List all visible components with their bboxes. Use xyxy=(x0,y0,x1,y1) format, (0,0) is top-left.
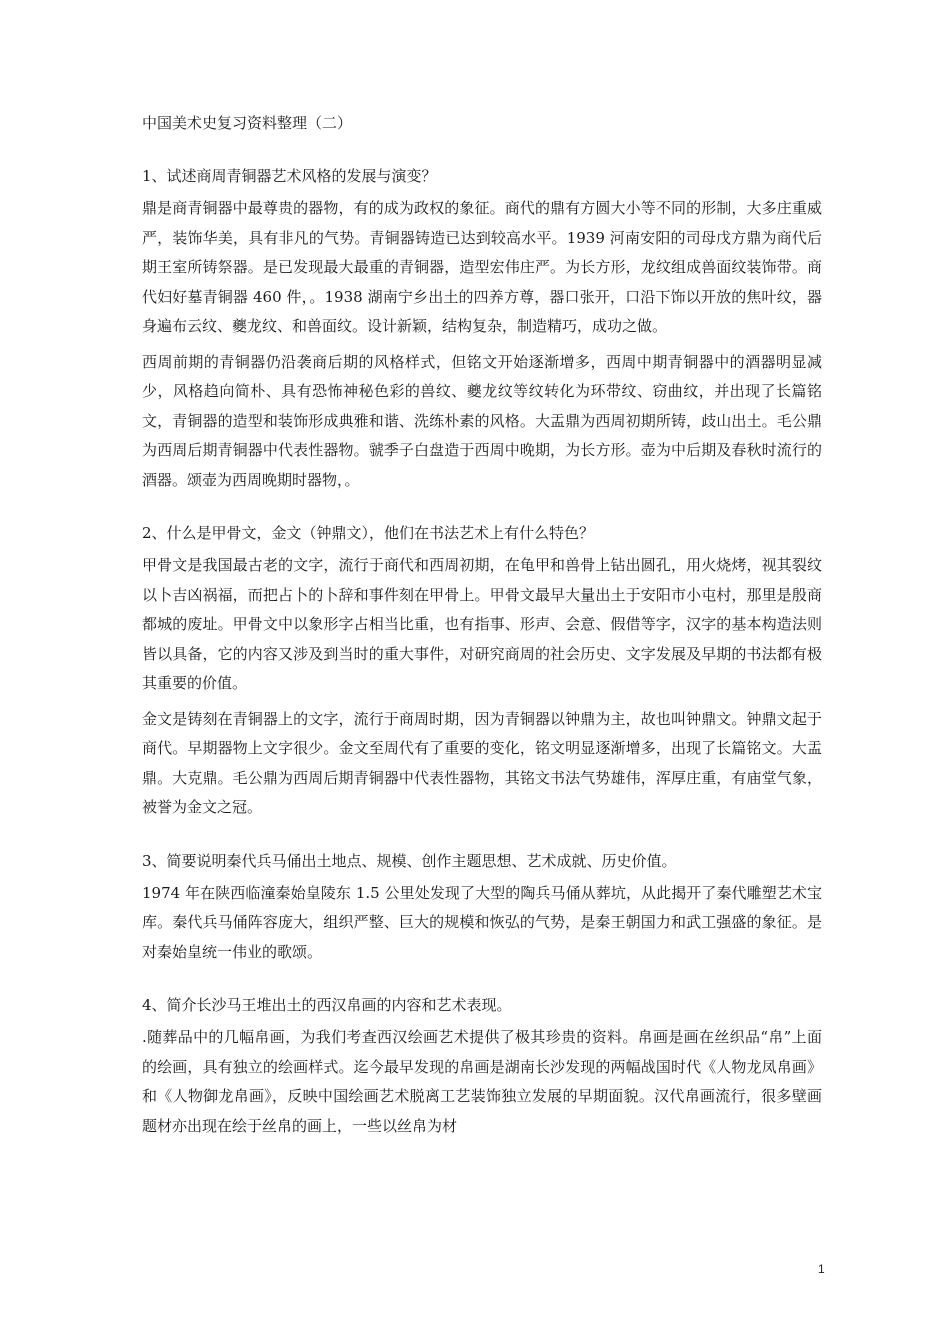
document-body xyxy=(142,108,822,1165)
document-title: 中国美术史复习资料整理（二） xyxy=(142,114,353,132)
answer-paragraph: 甲骨文是我国最古老的文字，流行于商代和西周初期，在龟甲和兽骨上钻出圆孔，用火烧烤，视其裂纹以卜吉凶祸福，而把占卜的卜辞和事件刻在甲骨上。甲骨文最早大量出土于安阳市小屯村，那里是殷商都城的废址。甲骨文中以象形字占相当比重，也有指事、形声、会意、假借等字，汉字的基本构造法则皆以具备，它的内容又涉及到当时的重大事件，对研究商周的社会历史、文字发展及早期的书法都有极其重要的价值。 xyxy=(142,556,822,692)
section-3 xyxy=(142,847,822,968)
question-heading: 2、什么是甲骨文，金文（钟鼎文），他们在书法艺术上有什么特色？ xyxy=(142,524,595,542)
answer-paragraph: .随葬品中的几幅帛画，为我们考查西汉绘画艺术提供了极其珍贵的资料。帛画是画在丝织品“帛”上面的绘画，具有独立的绘画样式。迄今最早发现的帛画是湖南长沙发现的两幅战国时代《人物龙凤帛画》和《人物御龙帛画》，反映中国绘画艺术脱离工艺装饰独立发展的早期面貌。汉代帛画流行，很多壁画题材亦出现在绘于丝帛的画上，一些以丝帛为材 xyxy=(142,1028,822,1135)
answer-paragraph: 金文是铸刻在青铜器上的文字，流行于商周时期，因为青铜器以钟鼎为主，故也叫钟鼎文。钟鼎文起于商代。早期器物上文字很少。金文至周代有了重要的变化，铭文明显逐渐增多，出现了长篇铭文。大盂鼎。大克鼎。毛公鼎为西周后期青铜器中代表性器物，其铭文书法气势雄伟，浑厚庄重，有庙堂气象，被誉为金文之冠。 xyxy=(142,709,822,816)
question-heading: 4、简介长沙马王堆出土的西汉帛画的内容和艺术表现。 xyxy=(142,996,512,1014)
section-2 xyxy=(142,519,822,823)
question-heading: 1、试述商周青铜器艺术风格的发展与演变？ xyxy=(142,167,437,185)
question-heading: 3、简要说明秦代兵马俑出土地点、规模、创作主题思想、艺术成就、历史价值。 xyxy=(142,851,677,870)
answer-paragraph: 1974 年在陕西临潼秦始皇陵东 1.5 公里处发现了大型的陶兵马俑从葬坑，从此揭开了秦代雕塑艺术宝库。秦代兵马俑阵容庞大，组织严整、巨大的规模和恢弘的气势，是秦王朝国力和武工强盛的象征。是对秦始皇统一伟业的歌颂。 xyxy=(142,883,822,961)
page-number: 1 xyxy=(818,1262,825,1276)
section-4 xyxy=(142,991,822,1141)
answer-paragraph: 鼎是商青铜器中最尊贵的器物，有的成为政权的象征。商代的鼎有方圆大小等不同的形制，大多庄重威严，装饰华美，具有非凡的气势。青铜器铸造已达到较高水平。1939 河南安阳的司母戊方鼎为商代后期王室所铸祭器。是已发现最大最重的青铜器，造型宏伟庄严。为长方形，龙纹组成兽面纹装饰带。商代妇好墓青铜器 460 件，。1938 湖南宁乡出土的四养方尊，器口张开，口沿下饰以开放的焦叶纹，器身遍布云纹、夔龙纹、和兽面纹。设计新颖，结构复杂，制造精巧，成功之做。 xyxy=(142,199,822,335)
section-1 xyxy=(142,162,822,495)
answer-paragraph: 西周前期的青铜器仍沿袭商后期的风格样式，但铭文开始逐渐增多，西周中期青铜器中的酒器明显减少，风格趋向简朴、具有恐怖神秘色彩的兽纹、夔龙纹等纹转化为环带纹、窃曲纹，并出现了长篇铭文，青铜器的造型和装饰形成典雅和谐、洗练朴素的风格。大盂鼎为西周初期所铸，歧山出土。毛公鼎为西周后期青铜器中代表性器物。虢季子白盘造于西周中晚期，为长方形。壶为中后期及春秋时流行的酒器。颂壶为西周晚期时器物，。 xyxy=(142,352,822,489)
